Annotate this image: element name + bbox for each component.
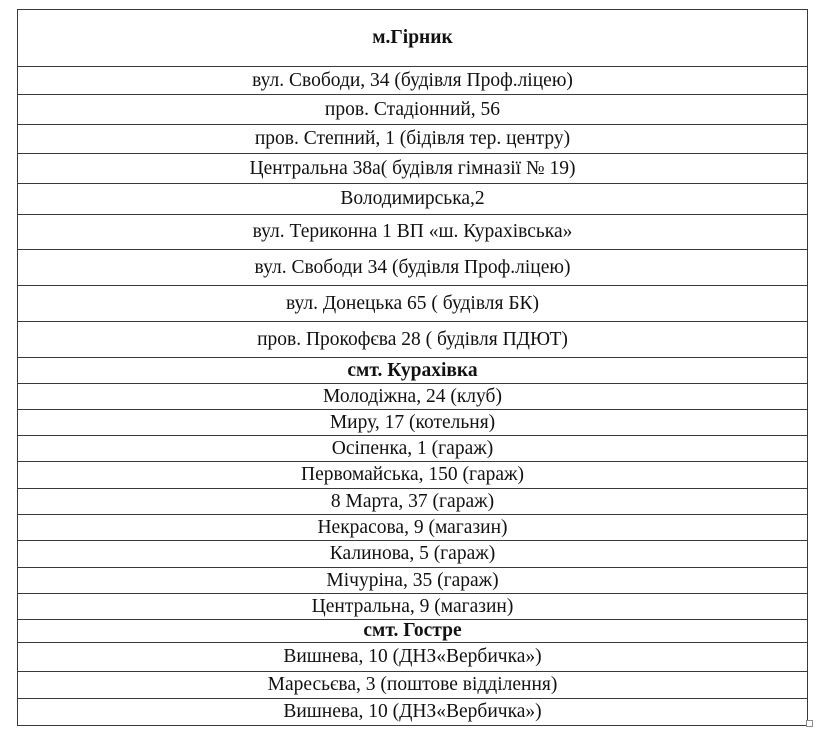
address-table-body — [18, 10, 808, 726]
table-row — [18, 286, 808, 322]
table-row — [18, 462, 808, 489]
section-heading-cell: смт. Гостре — [18, 620, 808, 643]
address-cell: Центральна, 9 (магазин) — [18, 594, 808, 620]
table-row — [18, 95, 808, 125]
table-row — [18, 620, 808, 643]
table-row — [18, 154, 808, 184]
table-row — [18, 410, 808, 436]
table-row — [18, 67, 808, 95]
table-row — [18, 594, 808, 620]
table-row — [18, 699, 808, 726]
table-row — [18, 125, 808, 154]
address-cell: Володимирська,2 — [18, 184, 808, 215]
table-row — [18, 672, 808, 699]
address-cell: Некрасова, 9 (магазин) — [18, 515, 808, 541]
address-cell: пров. Прокофєва 28 ( будівля ПДЮТ) — [18, 322, 808, 358]
address-cell: вул. Свободи, 34 (будівля Проф.ліцею) — [18, 67, 808, 95]
address-cell: пров. Стадіонний, 56 — [18, 95, 808, 125]
address-cell: Молодіжна, 24 (клуб) — [18, 384, 808, 410]
address-cell: вул. Териконна 1 ВП «ш. Курахівська» — [18, 215, 808, 250]
address-cell: Маресьєва, 3 (поштове відділення) — [18, 672, 808, 699]
table-row — [18, 10, 808, 67]
address-cell: 8 Марта, 37 (гараж) — [18, 489, 808, 515]
address-cell: вул. Свободи 34 (будівля Проф.ліцею) — [18, 250, 808, 286]
address-cell: Мічуріна, 35 (гараж) — [18, 568, 808, 594]
table-row — [18, 515, 808, 541]
table-row — [18, 358, 808, 384]
table-row — [18, 541, 808, 568]
table-row — [18, 489, 808, 515]
address-cell: вул. Донецька 65 ( будівля БК) — [18, 286, 808, 322]
address-table — [17, 9, 808, 726]
address-cell: Вишнева, 10 (ДНЗ«Вербичка») — [18, 643, 808, 672]
section-heading-cell: смт. Курахівка — [18, 358, 808, 384]
table-row — [18, 384, 808, 410]
address-cell: Центральна 38а( будівля гімназії № 19) — [18, 154, 808, 184]
table-row — [18, 184, 808, 215]
table-row — [18, 436, 808, 462]
address-cell: пров. Степний, 1 (бідівля тер. центру) — [18, 125, 808, 154]
table-row — [18, 643, 808, 672]
address-cell: Калинова, 5 (гараж) — [18, 541, 808, 568]
table-row — [18, 322, 808, 358]
address-cell: Вишнева, 10 (ДНЗ«Вербичка») — [18, 699, 808, 726]
table-row — [18, 215, 808, 250]
table-resize-handle[interactable] — [806, 720, 813, 727]
section-heading-cell: м.Гірник — [18, 10, 808, 67]
address-cell: Первомайська, 150 (гараж) — [18, 462, 808, 489]
address-cell: Миру, 17 (котельня) — [18, 410, 808, 436]
table-row — [18, 250, 808, 286]
address-cell: Осіпенка, 1 (гараж) — [18, 436, 808, 462]
table-row — [18, 568, 808, 594]
